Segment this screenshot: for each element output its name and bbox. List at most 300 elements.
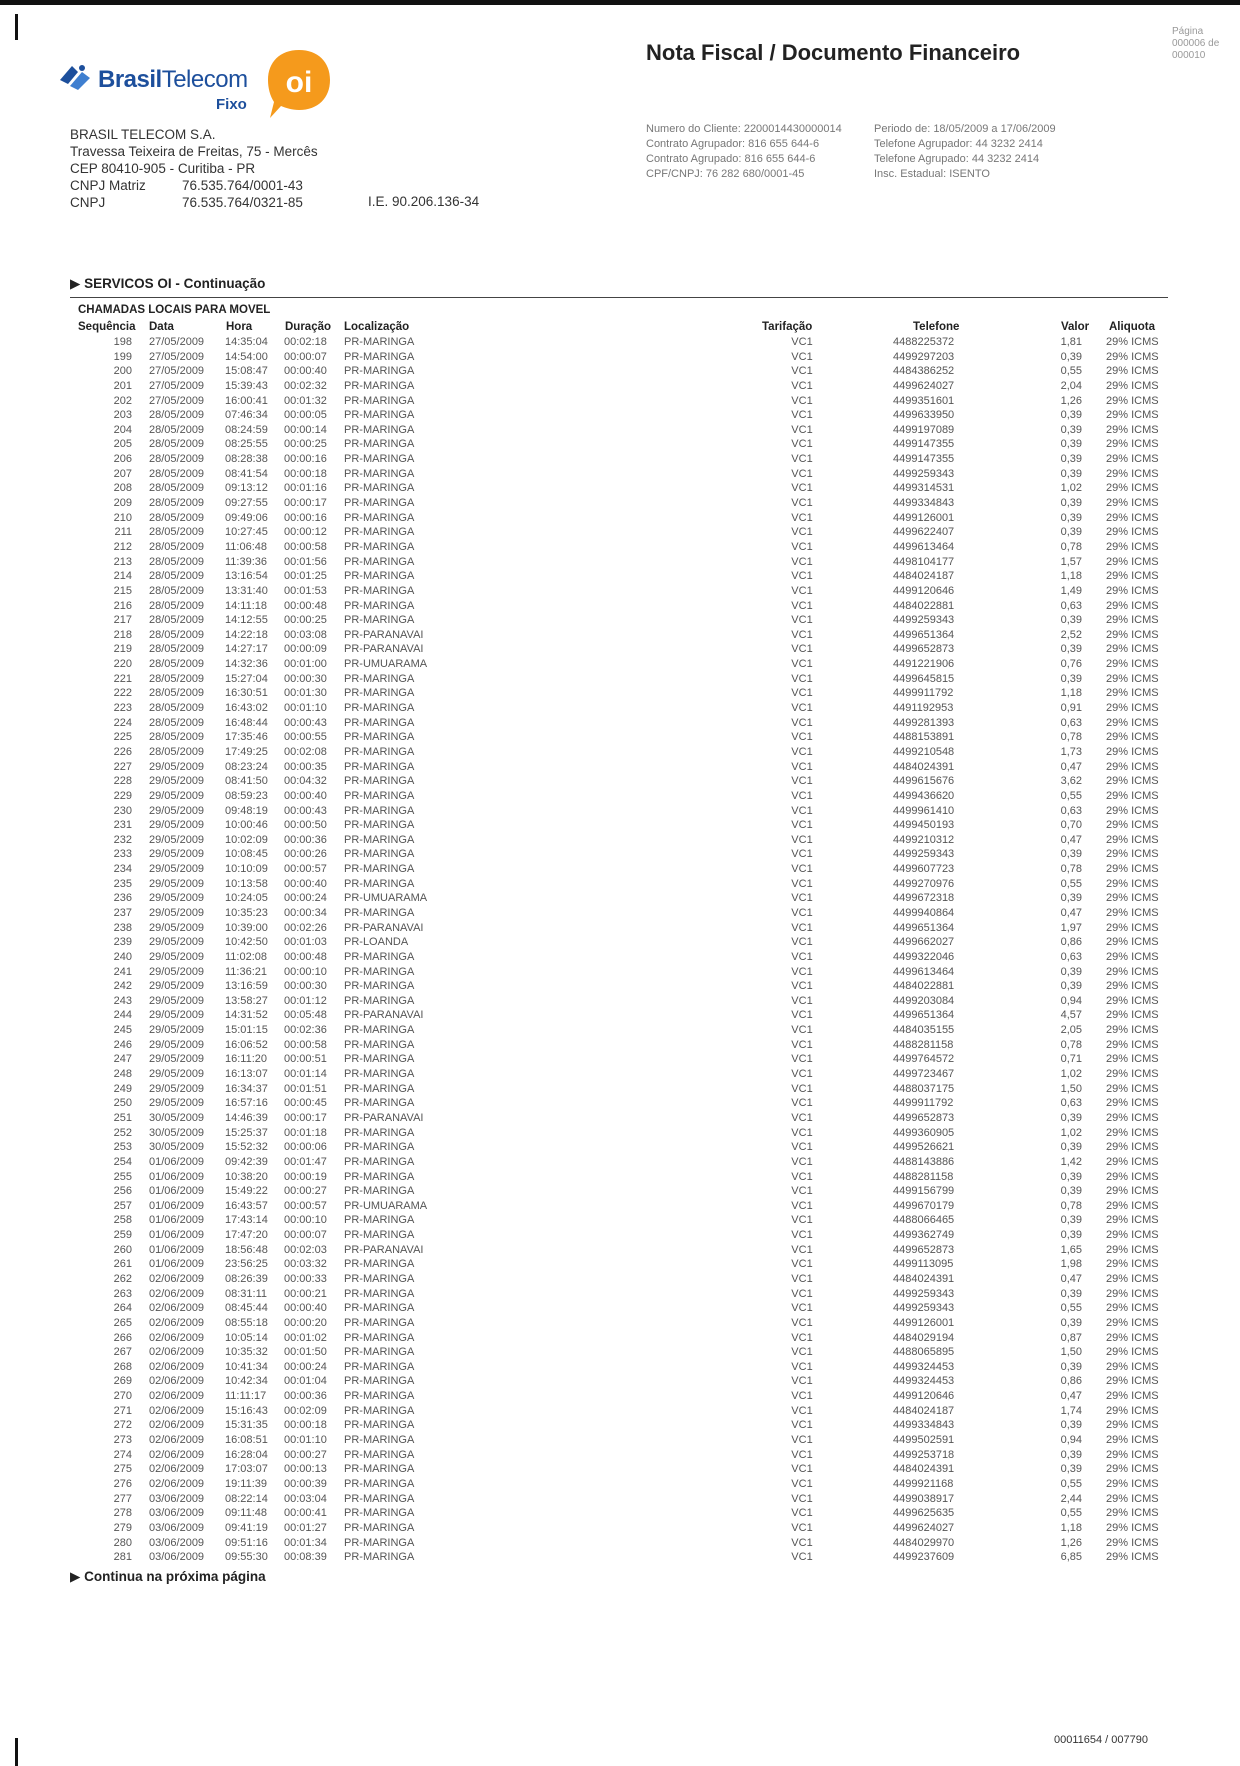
cell-duracao: 00:00:43	[284, 716, 327, 729]
cell-tarifacao: VC1	[791, 1463, 813, 1476]
cell-telefone: 4499259343	[893, 1287, 955, 1300]
table-row	[0, 774, 1240, 789]
cell-aliquota: 29% ICMS	[1106, 1390, 1159, 1403]
cell-telefone: 4499651364	[893, 1009, 955, 1022]
cell-aliquota: 29% ICMS	[1106, 599, 1159, 612]
cell-data: 01/06/2009	[149, 1214, 205, 1227]
cell-valor: 0,39	[1060, 980, 1082, 993]
cell-seq: 241	[113, 965, 132, 978]
cell-data: 02/06/2009	[149, 1287, 205, 1300]
cell-seq: 244	[113, 1009, 132, 1022]
cell-seq: 252	[113, 1126, 132, 1139]
table-row	[0, 408, 1240, 423]
cell-hora: 14:31:52	[225, 1009, 268, 1022]
cell-localizacao: PR-MARINGA	[344, 965, 415, 978]
cell-duracao: 00:01:53	[284, 584, 327, 597]
cell-aliquota: 29% ICMS	[1106, 1009, 1159, 1022]
cell-duracao: 00:00:12	[284, 526, 327, 539]
table-row	[0, 584, 1240, 599]
cell-telefone: 4499147355	[893, 453, 955, 466]
cell-localizacao: PR-MARINGA	[344, 1404, 415, 1417]
cell-duracao: 00:00:36	[284, 833, 327, 846]
cell-hora: 17:47:20	[225, 1229, 268, 1242]
cell-duracao: 00:00:25	[284, 614, 327, 627]
cell-tarifacao: VC1	[791, 1360, 813, 1373]
cell-telefone: 4499450193	[893, 819, 955, 832]
cell-seq: 219	[113, 643, 132, 656]
cell-valor: 3,62	[1060, 775, 1082, 788]
cell-tarifacao: VC1	[791, 409, 813, 422]
cell-aliquota: 29% ICMS	[1106, 1360, 1159, 1373]
table-row	[0, 599, 1240, 614]
cell-telefone: 4484035155	[893, 1024, 955, 1037]
table-row	[0, 452, 1240, 467]
cell-aliquota: 29% ICMS	[1106, 1141, 1159, 1154]
cell-aliquota: 29% ICMS	[1106, 1419, 1159, 1432]
cell-data: 29/05/2009	[149, 848, 205, 861]
cell-duracao: 00:00:21	[284, 1287, 327, 1300]
cell-duracao: 00:00:17	[284, 1111, 327, 1124]
cell-seq: 255	[113, 1170, 132, 1183]
cell-tarifacao: VC1	[791, 672, 813, 685]
cell-data: 01/06/2009	[149, 1185, 205, 1198]
cell-telefone: 4499911792	[893, 1097, 954, 1110]
cell-aliquota: 29% ICMS	[1106, 526, 1159, 539]
cell-localizacao: PR-MARINGA	[344, 394, 415, 407]
cell-aliquota: 29% ICMS	[1106, 482, 1159, 495]
cell-hora: 08:41:54	[225, 467, 268, 480]
cell-data: 28/05/2009	[149, 614, 205, 627]
cell-seq: 247	[113, 1053, 132, 1066]
cell-localizacao: PR-MARINGA	[344, 1492, 415, 1505]
cell-telefone: 4499038917	[893, 1492, 955, 1505]
table-row	[0, 672, 1240, 687]
cell-telefone: 4499961410	[893, 804, 955, 817]
cell-valor: 0,55	[1060, 789, 1082, 802]
cell-duracao: 00:01:56	[284, 555, 327, 568]
cell-data: 28/05/2009	[149, 716, 205, 729]
cell-data: 02/06/2009	[149, 1360, 205, 1373]
cell-seq: 257	[113, 1199, 132, 1212]
cell-seq: 269	[113, 1375, 132, 1388]
cell-localizacao: PR-MARINGA	[344, 1551, 415, 1564]
cell-data: 29/05/2009	[149, 775, 205, 788]
cell-tarifacao: VC1	[791, 350, 813, 363]
cell-aliquota: 29% ICMS	[1106, 1316, 1159, 1329]
cell-tarifacao: VC1	[791, 1141, 813, 1154]
cell-localizacao: PR-MARINGA	[344, 438, 415, 451]
table-row	[0, 1272, 1240, 1287]
cell-tarifacao: VC1	[791, 1375, 813, 1388]
cell-tarifacao: VC1	[791, 745, 813, 758]
cell-data: 03/06/2009	[149, 1492, 205, 1505]
cell-aliquota: 29% ICMS	[1106, 614, 1159, 627]
cell-seq: 204	[113, 423, 132, 436]
cell-data: 29/05/2009	[149, 950, 205, 963]
table-row	[0, 994, 1240, 1009]
triangle-bullet-icon: ▶	[70, 276, 81, 291]
cell-seq: 250	[113, 1097, 132, 1110]
svg-text:oi: oi	[285, 66, 313, 99]
cell-data: 28/05/2009	[149, 702, 205, 715]
cell-aliquota: 29% ICMS	[1106, 409, 1159, 422]
cell-valor: 0,39	[1060, 511, 1082, 524]
table-row	[0, 628, 1240, 643]
cell-valor: 0,39	[1060, 1214, 1082, 1227]
cell-localizacao: PR-MARINGA	[344, 570, 415, 583]
cell-localizacao: PR-MARINGA	[344, 716, 415, 729]
cell-data: 29/05/2009	[149, 863, 205, 876]
cell-tarifacao: VC1	[791, 1331, 813, 1344]
cell-hora: 08:22:14	[225, 1492, 268, 1505]
cell-localizacao: PR-MARINGA	[344, 1141, 415, 1154]
cell-seq: 226	[113, 745, 132, 758]
company-ie: I.E. 90.206.136-34	[368, 194, 480, 209]
cell-duracao: 00:01:18	[284, 1126, 327, 1139]
cell-tarifacao: VC1	[791, 1536, 813, 1549]
cell-seq: 203	[113, 409, 132, 422]
cell-aliquota: 29% ICMS	[1106, 511, 1159, 524]
cell-duracao: 00:00:40	[284, 877, 327, 890]
cell-data: 28/05/2009	[149, 731, 205, 744]
page-indicator: Página 000006 de 000010	[1172, 26, 1220, 61]
cell-tarifacao: VC1	[791, 1419, 813, 1432]
cell-seq: 278	[113, 1507, 132, 1520]
cell-data: 28/05/2009	[149, 584, 205, 597]
table-row	[0, 789, 1240, 804]
cell-telefone: 4498104177	[893, 555, 955, 568]
table-row	[0, 1023, 1240, 1038]
cell-tarifacao: VC1	[791, 921, 813, 934]
cell-data: 29/05/2009	[149, 804, 205, 817]
cell-data: 02/06/2009	[149, 1273, 205, 1285]
cell-tarifacao: VC1	[791, 423, 813, 436]
cell-localizacao: PR-MARINGA	[344, 1331, 415, 1344]
cell-data: 01/06/2009	[149, 1258, 205, 1271]
cell-data: 27/05/2009	[149, 379, 205, 392]
cell-valor: 0,39	[1060, 1229, 1082, 1242]
cell-seq: 266	[113, 1331, 132, 1344]
cell-aliquota: 29% ICMS	[1106, 877, 1159, 890]
cell-tarifacao: VC1	[791, 1024, 813, 1037]
cell-localizacao: PR-MARINGA	[344, 1360, 415, 1373]
cell-duracao: 00:00:58	[284, 540, 327, 553]
cell-aliquota: 29% ICMS	[1106, 1477, 1159, 1490]
cell-duracao: 00:00:07	[284, 350, 327, 363]
cell-data: 28/05/2009	[149, 643, 205, 656]
cell-seq: 227	[113, 760, 132, 773]
cell-valor: 2,44	[1060, 1492, 1082, 1505]
cell-valor: 0,39	[1060, 438, 1082, 451]
cell-valor: 4,57	[1060, 1009, 1082, 1022]
cell-hora: 15:25:37	[225, 1126, 268, 1139]
col-header-hora: Hora	[226, 321, 253, 333]
cell-hora: 08:25:55	[225, 438, 268, 451]
cell-hora: 16:57:16	[225, 1097, 268, 1110]
table-row	[0, 437, 1240, 452]
cell-hora: 09:49:06	[225, 511, 268, 524]
cell-seq: 276	[113, 1477, 132, 1490]
document-title: Nota Fiscal / Documento Financeiro	[646, 40, 1021, 65]
cell-localizacao: PR-MARINGA	[344, 760, 415, 773]
cell-duracao: 00:02:09	[284, 1404, 327, 1417]
table-row	[0, 950, 1240, 965]
cell-localizacao: PR-MARINGA	[344, 980, 415, 993]
cell-localizacao: PR-MARINGA	[344, 599, 415, 612]
cell-data: 28/05/2009	[149, 599, 205, 612]
cell-tarifacao: VC1	[791, 336, 813, 348]
cell-valor: 0,39	[1060, 848, 1082, 861]
oi-logo-icon	[266, 48, 332, 120]
cell-telefone: 4484024187	[893, 570, 955, 583]
section-title: ▶ SERVICOS OI - Continuação	[70, 276, 266, 291]
cell-aliquota: 29% ICMS	[1106, 453, 1159, 466]
cell-localizacao: PR-MARINGA	[344, 1302, 415, 1315]
cell-localizacao: PR-MARINGA	[344, 511, 415, 524]
table-row	[0, 569, 1240, 584]
cell-valor: 0,39	[1060, 643, 1082, 656]
cell-aliquota: 29% ICMS	[1106, 540, 1159, 553]
cell-tarifacao: VC1	[791, 1448, 813, 1461]
cell-tarifacao: VC1	[791, 540, 813, 553]
cell-seq: 273	[113, 1434, 132, 1447]
cell-seq: 263	[113, 1287, 132, 1300]
table-row	[0, 1492, 1240, 1507]
cell-aliquota: 29% ICMS	[1106, 833, 1159, 846]
cell-seq: 248	[113, 1068, 132, 1081]
cell-tarifacao: VC1	[791, 1521, 813, 1534]
table-row	[0, 496, 1240, 511]
cell-aliquota: 29% ICMS	[1106, 687, 1159, 700]
cell-hora: 15:31:35	[225, 1419, 268, 1432]
cell-localizacao: PR-MARINGA	[344, 1185, 415, 1198]
cell-tarifacao: VC1	[791, 965, 813, 978]
cell-aliquota: 29% ICMS	[1106, 584, 1159, 597]
table-row	[0, 847, 1240, 862]
cell-tarifacao: VC1	[791, 936, 813, 949]
cell-tarifacao: VC1	[791, 511, 813, 524]
cell-hora: 09:11:48	[225, 1507, 268, 1520]
cell-aliquota: 29% ICMS	[1106, 1126, 1159, 1139]
cell-hora: 13:16:54	[225, 570, 268, 583]
cell-tarifacao: VC1	[791, 1316, 813, 1329]
cell-tarifacao: VC1	[791, 482, 813, 495]
brand-name: BrasilTelecom	[98, 66, 248, 93]
cell-tarifacao: VC1	[791, 1273, 813, 1285]
cell-telefone: 4499624027	[893, 1521, 955, 1534]
section-subtitle: CHAMADAS LOCAIS PARA MOVEL	[78, 304, 271, 316]
cell-telefone: 4499764572	[893, 1053, 955, 1066]
table-row	[0, 379, 1240, 394]
company-cep: CEP 80410-905 - Curitiba - PR	[70, 161, 256, 176]
cell-duracao: 00:01:04	[284, 1375, 327, 1388]
cell-seq: 217	[113, 614, 132, 627]
cell-telefone: 4499645815	[893, 672, 955, 685]
cell-telefone: 4499237609	[893, 1551, 955, 1564]
cell-valor: 0,39	[1060, 1419, 1082, 1432]
cell-data: 01/06/2009	[149, 1229, 205, 1242]
cell-data: 02/06/2009	[149, 1448, 205, 1461]
table-row	[0, 1038, 1240, 1053]
cell-telefone: 4484029970	[893, 1536, 955, 1549]
cell-telefone: 4491192953	[893, 702, 954, 715]
cell-hora: 10:05:14	[225, 1331, 268, 1344]
col-header-duracao: Duração	[285, 321, 332, 333]
cell-data: 28/05/2009	[149, 672, 205, 685]
cell-duracao: 00:00:17	[284, 497, 327, 510]
cell-seq: 249	[113, 1082, 132, 1095]
cell-valor: 0,39	[1060, 467, 1082, 480]
table-row	[0, 1096, 1240, 1111]
cell-localizacao: PR-MARINGA	[344, 1521, 415, 1534]
cell-localizacao: PR-PARANAVAI	[344, 1009, 424, 1022]
cell-tarifacao: VC1	[791, 1551, 813, 1564]
cell-duracao: 00:00:48	[284, 599, 327, 612]
cell-telefone: 4499197089	[893, 423, 955, 436]
cell-valor: 0,39	[1060, 1463, 1082, 1476]
cell-seq: 271	[113, 1404, 132, 1417]
cell-valor: 1,50	[1060, 1082, 1082, 1095]
cell-valor: 1,57	[1060, 555, 1082, 568]
table-row	[0, 555, 1240, 570]
cell-localizacao: PR-MARINGA	[344, 672, 415, 685]
cell-localizacao: PR-MARINGA	[344, 1258, 415, 1271]
cell-data: 29/05/2009	[149, 892, 205, 905]
cell-data: 28/05/2009	[149, 687, 205, 700]
cell-valor: 0,55	[1060, 1477, 1082, 1490]
cell-tarifacao: VC1	[791, 833, 813, 846]
cell-tarifacao: VC1	[791, 1214, 813, 1227]
cell-tarifacao: VC1	[791, 467, 813, 480]
cell-duracao: 00:00:35	[284, 760, 327, 773]
table-row	[0, 1536, 1240, 1551]
cell-valor: 0,55	[1060, 1302, 1082, 1315]
table-row	[0, 1477, 1240, 1492]
cell-duracao: 00:02:26	[284, 921, 327, 934]
cell-aliquota: 29% ICMS	[1106, 789, 1159, 802]
cell-telefone: 4499334843	[893, 497, 955, 510]
cell-seq: 208	[113, 482, 132, 495]
cell-data: 01/06/2009	[149, 1199, 205, 1212]
cell-data: 27/05/2009	[149, 350, 205, 363]
cell-hora: 10:10:09	[225, 863, 268, 876]
cell-aliquota: 29% ICMS	[1106, 423, 1159, 436]
cell-data: 28/05/2009	[149, 409, 205, 422]
table-row	[0, 906, 1240, 921]
cell-hora: 10:38:20	[225, 1170, 268, 1183]
cell-duracao: 00:00:43	[284, 804, 327, 817]
cell-seq: 200	[113, 365, 132, 378]
cell-tarifacao: VC1	[791, 599, 813, 612]
cell-aliquota: 29% ICMS	[1106, 672, 1159, 685]
cell-aliquota: 29% ICMS	[1106, 1492, 1159, 1505]
cell-tarifacao: VC1	[791, 1287, 813, 1300]
cell-tarifacao: VC1	[791, 877, 813, 890]
cell-seq: 223	[113, 702, 132, 715]
cell-hora: 14:11:18	[225, 599, 268, 612]
cell-seq: 242	[113, 980, 132, 993]
cell-aliquota: 29% ICMS	[1106, 994, 1159, 1007]
table-row	[0, 525, 1240, 540]
cell-hora: 09:51:16	[225, 1536, 268, 1549]
cell-data: 29/05/2009	[149, 1068, 205, 1081]
cell-hora: 17:35:46	[225, 731, 268, 744]
cell-data: 03/06/2009	[149, 1551, 205, 1564]
cell-tarifacao: VC1	[791, 906, 813, 919]
cell-localizacao: PR-MARINGA	[344, 482, 415, 495]
cell-tarifacao: VC1	[791, 1155, 813, 1168]
cell-valor: 0,39	[1060, 892, 1082, 905]
cell-seq: 246	[113, 1038, 132, 1051]
cell-valor: 0,55	[1060, 877, 1082, 890]
cell-data: 29/05/2009	[149, 994, 205, 1007]
cell-duracao: 00:01:00	[284, 658, 327, 671]
cell-telefone: 4499281393	[893, 716, 955, 729]
cell-hora: 14:27:17	[225, 643, 268, 656]
cell-telefone: 4499652873	[893, 643, 955, 656]
cell-valor: 0,47	[1060, 906, 1082, 919]
cell-tarifacao: VC1	[791, 1229, 813, 1242]
company-info	[70, 126, 318, 211]
cell-telefone: 4499360905	[893, 1126, 955, 1139]
cell-tarifacao: VC1	[791, 526, 813, 539]
cell-valor: 1,02	[1060, 1126, 1082, 1139]
table-row	[0, 1360, 1240, 1375]
table-row	[0, 540, 1240, 555]
cell-seq: 280	[113, 1536, 132, 1549]
cell-seq: 216	[113, 599, 132, 612]
cell-hora: 08:28:38	[225, 453, 268, 466]
cell-seq: 251	[113, 1111, 132, 1124]
cell-aliquota: 29% ICMS	[1106, 1434, 1159, 1447]
cell-aliquota: 29% ICMS	[1106, 1068, 1159, 1081]
cell-duracao: 00:00:58	[284, 1038, 327, 1051]
cell-valor: 0,78	[1060, 731, 1082, 744]
cell-duracao: 00:00:57	[284, 1199, 327, 1212]
cell-data: 29/05/2009	[149, 760, 205, 773]
table-row	[0, 511, 1240, 526]
cell-duracao: 00:00:24	[284, 892, 327, 905]
cell-seq: 275	[113, 1463, 132, 1476]
cell-seq: 264	[113, 1302, 132, 1315]
cell-aliquota: 29% ICMS	[1106, 731, 1159, 744]
cell-valor: 1,81	[1060, 336, 1082, 348]
section-divider	[70, 297, 1168, 298]
cell-aliquota: 29% ICMS	[1106, 1155, 1159, 1168]
cell-tarifacao: VC1	[791, 716, 813, 729]
table-row	[0, 642, 1240, 657]
cell-tarifacao: VC1	[791, 1434, 813, 1447]
cell-tarifacao: VC1	[791, 643, 813, 656]
cell-valor: 0,78	[1060, 1038, 1082, 1051]
cell-seq: 256	[113, 1185, 132, 1198]
cell-telefone: 4484024391	[893, 760, 955, 773]
cell-localizacao: PR-MARINGA	[344, 1419, 415, 1432]
cell-localizacao: PR-MARINGA	[344, 1434, 415, 1447]
cell-telefone: 4499156799	[893, 1185, 955, 1198]
table-row	[0, 1521, 1240, 1536]
cell-tarifacao: VC1	[791, 1258, 813, 1271]
cell-telefone: 4499921168	[893, 1477, 954, 1490]
cell-telefone: 4499624027	[893, 379, 955, 392]
cell-hora: 08:45:44	[225, 1302, 268, 1315]
cell-telefone: 4499651364	[893, 628, 955, 641]
cell-telefone: 4499253718	[893, 1448, 955, 1461]
top-border	[0, 0, 1240, 5]
cell-aliquota: 29% ICMS	[1106, 570, 1159, 583]
cell-duracao: 00:00:39	[284, 1477, 327, 1490]
cell-aliquota: 29% ICMS	[1106, 804, 1159, 817]
